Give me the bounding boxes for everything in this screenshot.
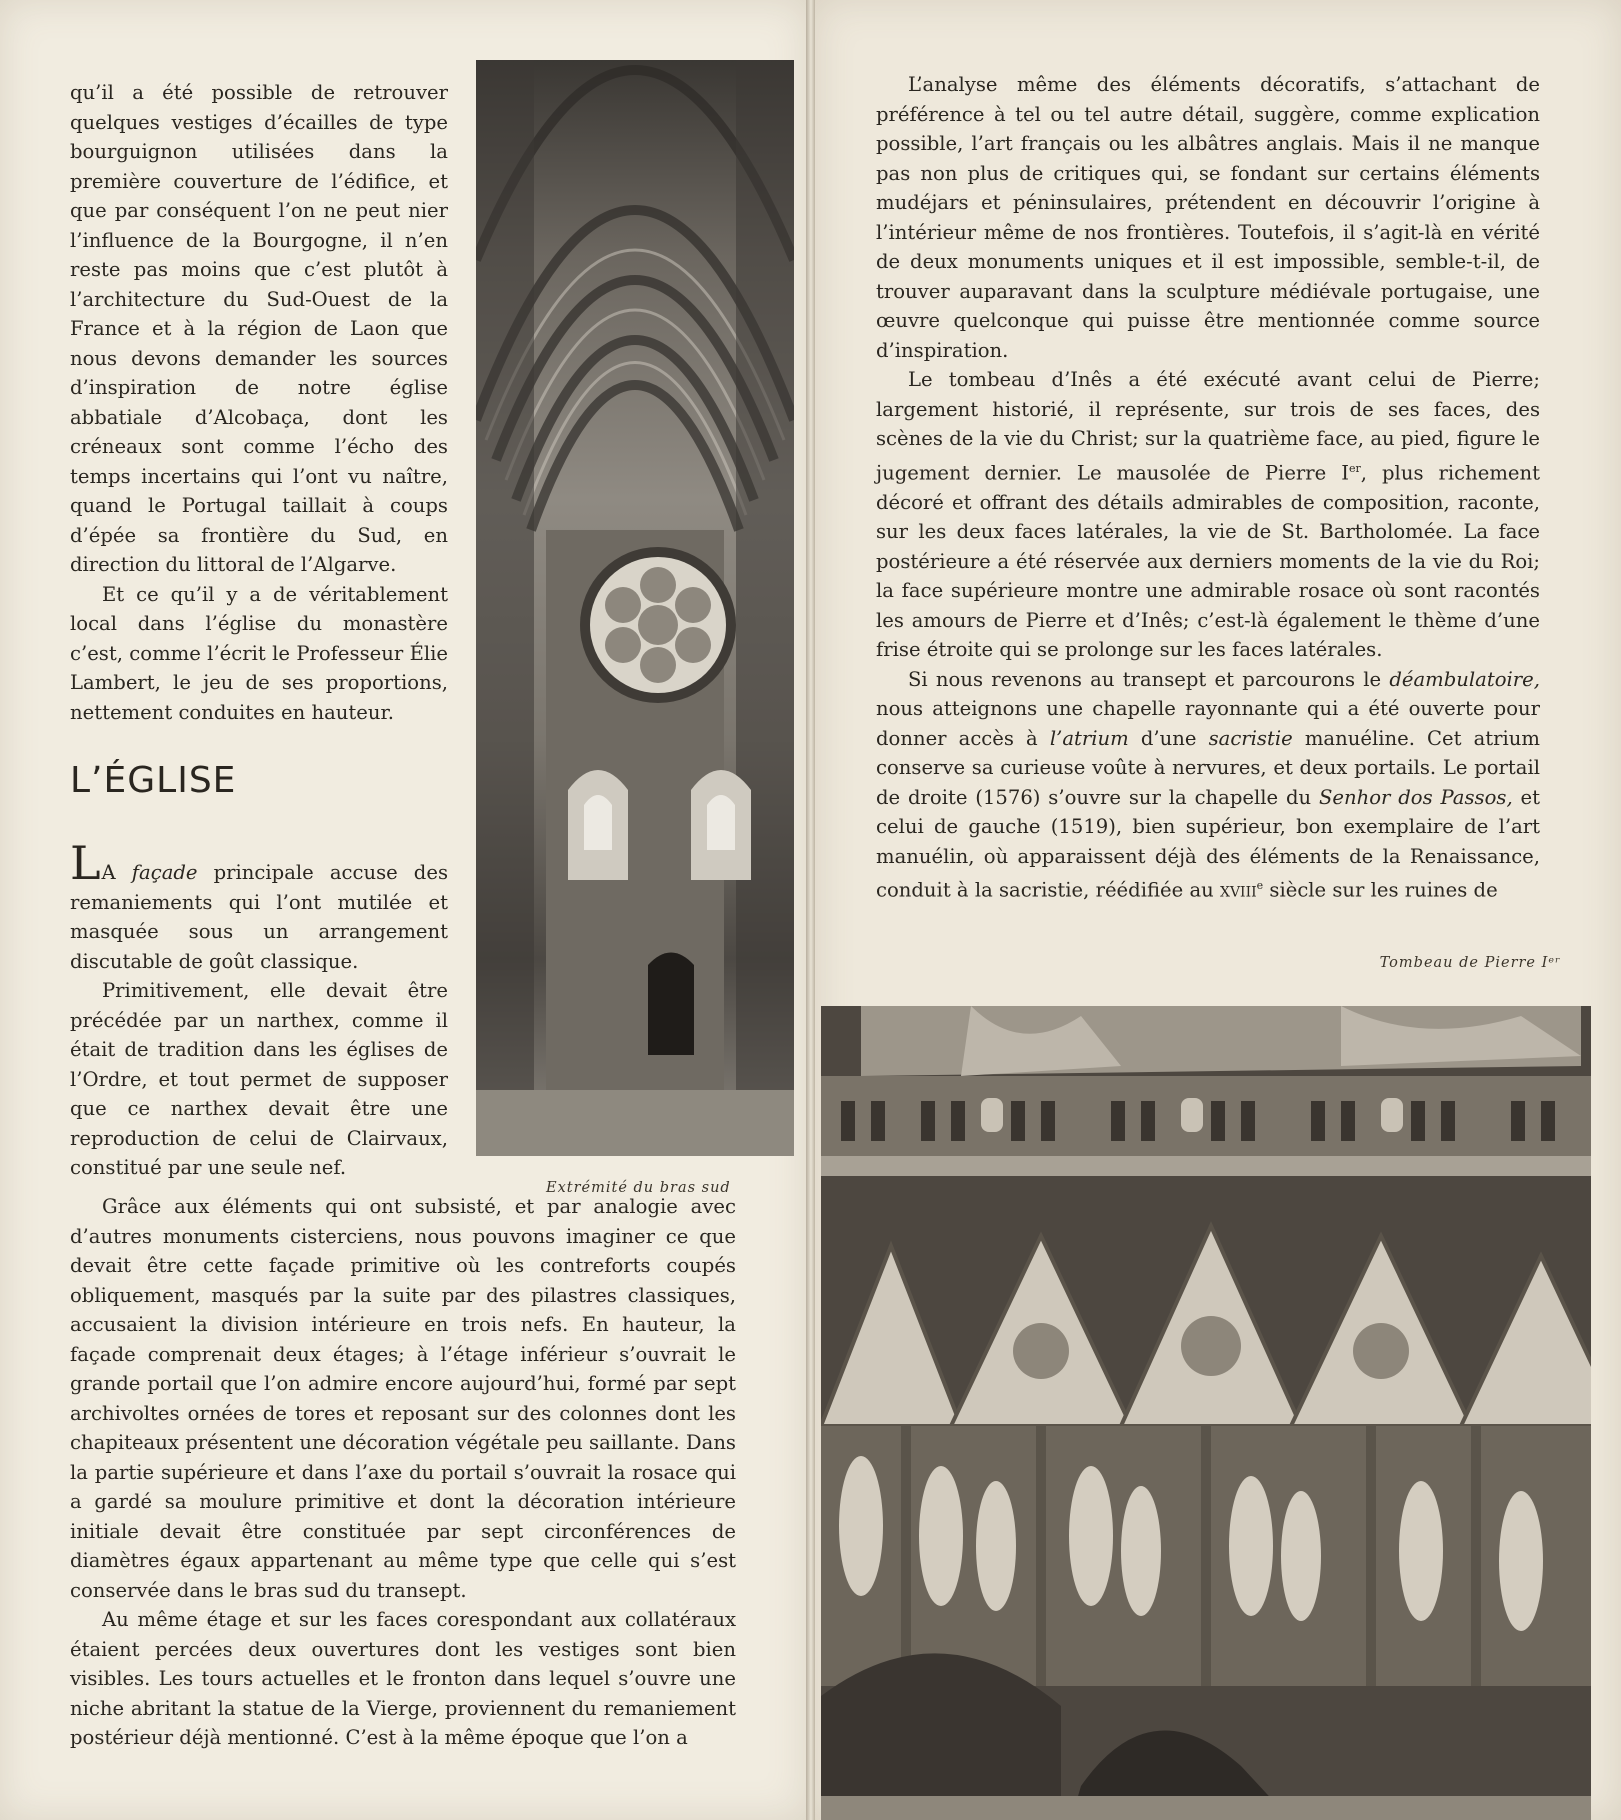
- nave-photo: [476, 60, 794, 1156]
- text-column-right: [876, 70, 1540, 905]
- text-column-bottom: [70, 1192, 736, 1753]
- paragraph: Et ce qu’il y a de véritablement local dans l’église du monastère c’est, comme l’écrit le Professeur Élie Lambert, le jeu de ses proportions, nettement conduites en hauteur.: [70, 582, 448, 724]
- text-column-middle: [70, 836, 448, 1183]
- text-column-top: [70, 78, 448, 727]
- drop-cap: L: [70, 836, 101, 890]
- left-page: [0, 0, 808, 1820]
- paragraph: L’analyse même des éléments décoratifs, s’attachant de préférence à tel ou tel autre détail, suggère, comme explication possible, l’art français ou les albâtres anglais. Mais il ne manque pas non plus de critiques qui, se fondant sur certains éléments mudéjars et péninsulaires, prétendent en découvrir l’origine à l’intérieur même de nos frontières. Toutefois, il s’agit-là en vérité de deux monuments uniques et il est impossible, semble-t-il, de trouver auparavant dans la sculpture médiévale portugaise, une œuvre quelconque qui puisse être mentionnée comme source d’inspiration.: [876, 73, 1540, 362]
- paragraph: Au même étage et sur les faces corespondant aux collatéraux étaient percées deux ouvertures dont les vestiges sont bien visibles. Les tours actuelles et le fronton dans lequel s’ouvre une niche abritant la statue de la Vierge, proviennent du remaniement postérieur déjà mentionné. C’est à la même époque que l’on a: [70, 1608, 736, 1749]
- tomb-photo: [821, 1006, 1591, 1820]
- paragraph: Primitivement, elle devait être précédée par un narthex, comme il était de tradition dans les églises de l’Ordre, et tout permet de supposer que ce narthex devait être une reproduction de celui de Clairvaux, constitué par une seule nef.: [70, 979, 448, 1179]
- paragraph: Si nous revenons au transept et parcourons le déambulatoire, nous atteignons une chapelle rayonnante qui a été ouverte pour donner accès à l’atrium d’une sacristie manuéline. Cet atrium conserve sa curieuse voûte à nervures, et deux portails. Le portail de droite (1576) s’ouvre sur la chapelle du Senhor dos Passos, et celui de gauche (1519), bien supérieur, bon exemplaire de l’art manuélin, où apparaissent déjà des éléments de la Renaissance, conduit à la sacristie, réédifiée au xviii$^e$ siècle sur les ruines de: [876, 667, 1541, 902]
- paragraph: qu’il a été possible de retrouver quelques vestiges d’écailles de type bourguignon utilisées dans la première couverture de l’édifice, et que par conséquent l’on ne peut nier l’influence de la Bourgogne, il n’en reste pas moins que c’est plutôt à l’architecture du Sud-Ouest de la France et à la région de Laon que nous devons demander les sources d’inspiration de notre église abbatiale d’Alcobaça, dont les créneaux sont comme l’écho des temps incertains qui l’ont vu naître, quand le Portugal taillait à coups d’épée sa frontière du Sud, en direction du littoral de l’Algarve.: [70, 81, 448, 576]
- facade-paragraph: LA façade principale accuse des remaniements qui l’ont mutilée et masquée sous un arrangement discutable de goût classique.: [70, 836, 448, 973]
- section-heading: L’ÉGLISE: [70, 760, 237, 801]
- paragraph: Grâce aux éléments qui ont subsisté, et par analogie avec d’autres monuments cisterciens, nous pouvons imaginer ce que devait être cette façade primitive où les contreforts coupés obliquement, masqués par la suite par des pilastres classiques, accusaient la division intérieure en trois nefs. En hauteur, la façade comprenait deux étages; à l’étage inférieur s’ouvrait le grande portail que l’on admire encore aujourd’hui, formé par sept archivoltes ornées de tores et reposant sur des colonnes dont les chapiteaux présentent une décoration végétale peu saillante. Dans la partie supérieure et dans l’axe du portail s’ouvrait la rosace qui a gardé sa moulure primitive et dont la décoration intérieure initiale devait être constituée par sept circonférences de diamètres égaux appartenant au même type que celle qui s’est conservée dans le bras sud du transept.: [70, 1195, 736, 1602]
- photo-caption: Extrémité du bras sud: [546, 1180, 731, 1196]
- paragraph: Le tombeau d’Inês a été exécuté avant celui de Pierre; largement historié, il représente, sur trois de ses faces, des scènes de la vie du Christ; sur la quatrième face, au pied, figure le jugement dernier. Le mausolée de Pierre Ier, plus richement décoré et offrant des détails admirables de composition, raconte, sur les deux faces latérales, la vie de St. Bartholomée. La face postérieure a été réservée aux derniers moments de la vie du Roi; la face supérieure montre une admirable rosace où sont racontés les amours de Pierre et d’Inês; c’est-là également le thème d’une frise étroite qui se prolonge sur les faces latérales.: [876, 368, 1540, 662]
- right-page: [815, 0, 1621, 1820]
- photo-caption: Tombeau de Pierre Iᵉʳ: [1379, 955, 1561, 971]
